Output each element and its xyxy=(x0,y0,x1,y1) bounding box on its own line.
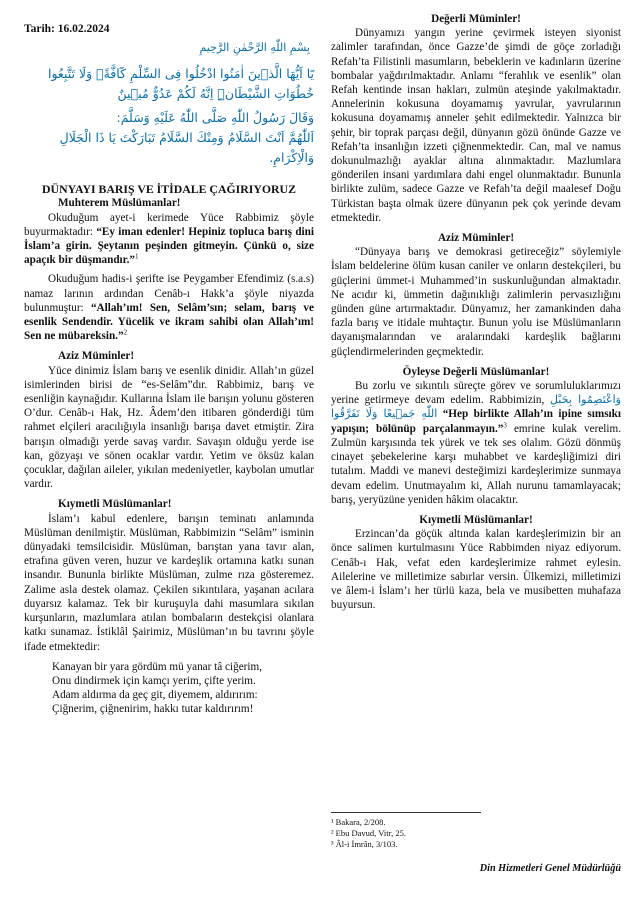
section-heading: Muhterem Müslümanlar! xyxy=(58,197,181,210)
paragraph: Dünyamızı yangın yerine çevirmek isteyen siyonist zalimler tarafından, önce Gazze’de şimdi de göçe zorladığı Refah’ta Filistinli masumların, bebeklerin ve kadınların üzerine bombalar yağdırılmaktadır. Anlamı “ferahlık ve esenlik” olan Refah kentinde insan hakları, zulmün ateşinde yakılmaktadır. Annelerinin kokusuna doyamamış yavrular, yavrularının kokusuna doyamamış anneler şehit edilmektedir. Yalnızca bir şehir, bir toprak parçası değil, dünyanın gözü önünde Gazze ve Refah’ta insanlığın izzeti çiğnenmektedir. Can, mal ve namus dokunulmazlığı ayaklar altına alınmaktadır. Mazlumlara gönderilen insani yardımlara dahi engel olunmaktadır. Bununla birlikte zulüm, sadece Gazze ve Refah’ta değil maalesef Doğu Türkistan başta olmak üzere dünyanın pek çok yerinde devam etmektedir. xyxy=(331,27,621,224)
footnote: ² Ebu Davud, Vitr, 25. xyxy=(331,828,406,838)
poem-line: Çiğnerim, çiğnenirim, hakkı tutar kaldırırım! xyxy=(52,703,254,716)
paragraph xyxy=(24,211,314,268)
paragraph xyxy=(331,379,621,507)
ayah-translation: “Hep birlikte Allah’ın ipine sımsıkı yapışın; bölünüp parçalanmayın.” xyxy=(331,408,621,435)
ayah-translation: “Ey iman edenler! Hepiniz topluca barış dini İslam’a girin. Şeytanın peşinden gitmeyin. Çünkü o, size apaçık bir düşmandır.” xyxy=(24,225,314,267)
section-heading: Kıymetli Müslümanlar! xyxy=(419,513,533,526)
date-label: Tarih: 16.02.2024 xyxy=(24,23,110,35)
left-column xyxy=(24,22,314,717)
footnote-ref: 1 xyxy=(134,252,139,261)
poem-line: Adam aldırma da geç git, diyemem, aldırırım: xyxy=(52,689,258,702)
footnotes xyxy=(331,812,621,850)
paragraph xyxy=(24,272,314,343)
footnote: ¹ Bakara, 2/208. xyxy=(331,817,386,827)
poem-line: Kanayan bir yara gördüm mü yanar tâ ciğerim, xyxy=(52,660,262,673)
basmala: بِسْمِ اللّٰهِ الرَّحْمٰنِ الرَّحِيمِ xyxy=(199,41,310,55)
poem xyxy=(52,660,314,717)
paragraph-text: Okuduğum ayet-i kerimede Yüce Rabbimiz şöyle buyurmaktadır: xyxy=(24,211,314,238)
footnote-divider xyxy=(331,812,481,813)
footnote: ³ Âl-i İmrân, 3/103. xyxy=(331,839,398,849)
hadith-arabic: اَللّٰهُمَّ اَنْتَ السَّلَامُ وَمِنْكَ السَّلَامُ تَبَارَكْتَ يَا ذَا الْجَلَالِ وَالْاِكْرَامِ. xyxy=(59,130,314,166)
section-heading: Değerli Müminler! xyxy=(431,13,521,25)
hadith-translation: “Allah’ım! Sen, Selâm’sın; selam, barış ve esenlik Sendendir. Yücelik ve ikram sahibi olan Allah’ım! Sen ne mübareksin.” xyxy=(24,301,314,343)
footnote-ref: 2 xyxy=(123,328,128,337)
right-column xyxy=(331,12,621,612)
section-heading: Kıymetli Müslümanlar! xyxy=(58,498,172,511)
paragraph: Erzincan’da göçük altında kalan kardeşlerimizin bir an önce salimen kurtulmasını Yüce Rabbimden niyaz ediyorum. Cenâb-ı Hak, vefat eden kardeşlerimize rahmet eylesin. Ailelerine ve milletimize sabırlar versin. Ülkemizi, milletimizi ve âlem-i İslam’ı her türlü kaza, bela ve musibetten muhafaza buyursun. xyxy=(331,528,621,612)
paragraph: Yüce dinimiz İslam barış ve esenlik dinidir. Allah’ın güzel isimlerinden birisi de “es-Selâm”dır. Rabbimiz, barış ve esenliğin kaynağıdır. Kullarına İslam ile barışın yolunu gösteren O’dur. Cenâb-ı Hak, Hz. Âdem’den itibaren gönderdiği tüm rahmet elçileri aracılığıyla insanlığı barışa davet etmiştir. Zira barışın olmadığı yerde savaş vardır. Savaşın olduğu yerde ise kan, gözyaşı ve sönen ocaklar vardır. Yetim ve öksüz kalan çocuklar, dağılan aileler, yıkılan medeniyetler, kaybolan umutlar vardır. xyxy=(24,364,314,491)
footnote-ref: 3 xyxy=(503,420,507,429)
ayah-arabic-inline: وَاعْتَصِمُوا بِحَبْلِ اللّٰهِ جَمٖيعًا وَلَا تَفَرَّقُوا xyxy=(331,393,621,421)
paragraph-text: Okuduğum hadis-i şerifte ise Peygamber Efendimiz (s.a.s) namaz larının ardından Cenâb-ı Hakk’a şöyle niyazda bulunmuştur: xyxy=(24,273,314,314)
poem-line: Onu dindirmek için kamçı yerim, çifte yerim. xyxy=(52,674,256,687)
paragraph: “Dünyaya barış ve demokrasi getireceğiz” söylemiyle İslam beldelerine ölüm kusan caniler ve onların destekçileri, bu güçlerini ümmet-i Muhammed’in suskunluğundan almaktadır. Ne acıdır ki, ümmetin dağınıklığı zalimlerin pervasızlığını günden güne artırmaktadır. Dünyamız, her zamankinden daha fazla barış ve itidale muhtaçtır. Bunun yolu ise Müslümanların dayanışmalarından ve aralarındaki kardeşlik bağlarını güçlendirmelerinden geçmektedir. xyxy=(331,246,621,358)
sermon-title: DÜNYAYI BARIŞ VE İTİDALE ÇAĞIRIYORUZ xyxy=(42,182,296,197)
signature: Din Hizmetleri Genel Müdürlüğü xyxy=(479,863,621,874)
hadith-intro-arabic: وَقَالَ رَسُولُ اللّٰهِ صَلَّى اللّٰهُ عَلَيْهِ وَسَلَّمَ: xyxy=(116,110,314,126)
ayah-arabic: يَٓا اَيُّهَا الَّذٖينَ اٰمَنُوا ادْخُلُوا فِى السِّلْمِ كَٓافَّةًۖ وَلَا تَتَّبِعُوا خُطُوَاتِ الشَّيْطَانِۜ اِنَّهُ لَكُمْ عَدُوٌّ مُبٖينٌ xyxy=(48,66,314,102)
section-heading: Aziz Müminler! xyxy=(58,350,135,363)
section-heading: Öyleyse Değerli Müslümanlar! xyxy=(402,365,550,378)
section-heading: Aziz Müminler! xyxy=(437,232,515,245)
paragraph: İslam’ı kabul edenlere, barışın teminatı anlamında Müslüman denilmiştir. Müslüman, Rabbimizin “Selâm” isminin dünyadaki temsilcisidir. Müslüman, barıştan yana tavır alan, etrafına güven veren, huzur ve kardeşlik ortamına katkı sunan insandır. Bununla birlikte Müslüman, zulme rıza gösteremez. Zalime asla destek olamaz. Çekilen sıkıntılara, yaşanan acılara duyarsız kalamaz. Tek bir kuruşuyla dahi masumlara sıkılan kurşunların, mazlumlara atılan bombaların destekçisi olanlara katkı sunamaz. İstiklâl Şairimiz, Müslüman’ın bu tavrını şöyle ifade etmektedir: xyxy=(24,512,314,653)
paragraph-text: emrine kulak verelim. Zulmün karşısında tek yürek ve tek ses olalım. Gözü dönmüş cinayet şebekelerine karşı muhabbet ve kardeşliğimizi diri tutalım. Maddi ve manevi desteğimizi kardeşlerimize sunmaya devam edelim. Unutmayalım ki, Allah nurunu tamamlayacak; barış, yeryüzüne yeniden hâkim olacaktır. xyxy=(331,422,621,506)
paragraph-text: Bu zorlu ve sıkıntılı süreçte görev ve sorumluluklarımızı yerine getirmeye devam edelim. Rabbimizin, xyxy=(331,380,621,407)
